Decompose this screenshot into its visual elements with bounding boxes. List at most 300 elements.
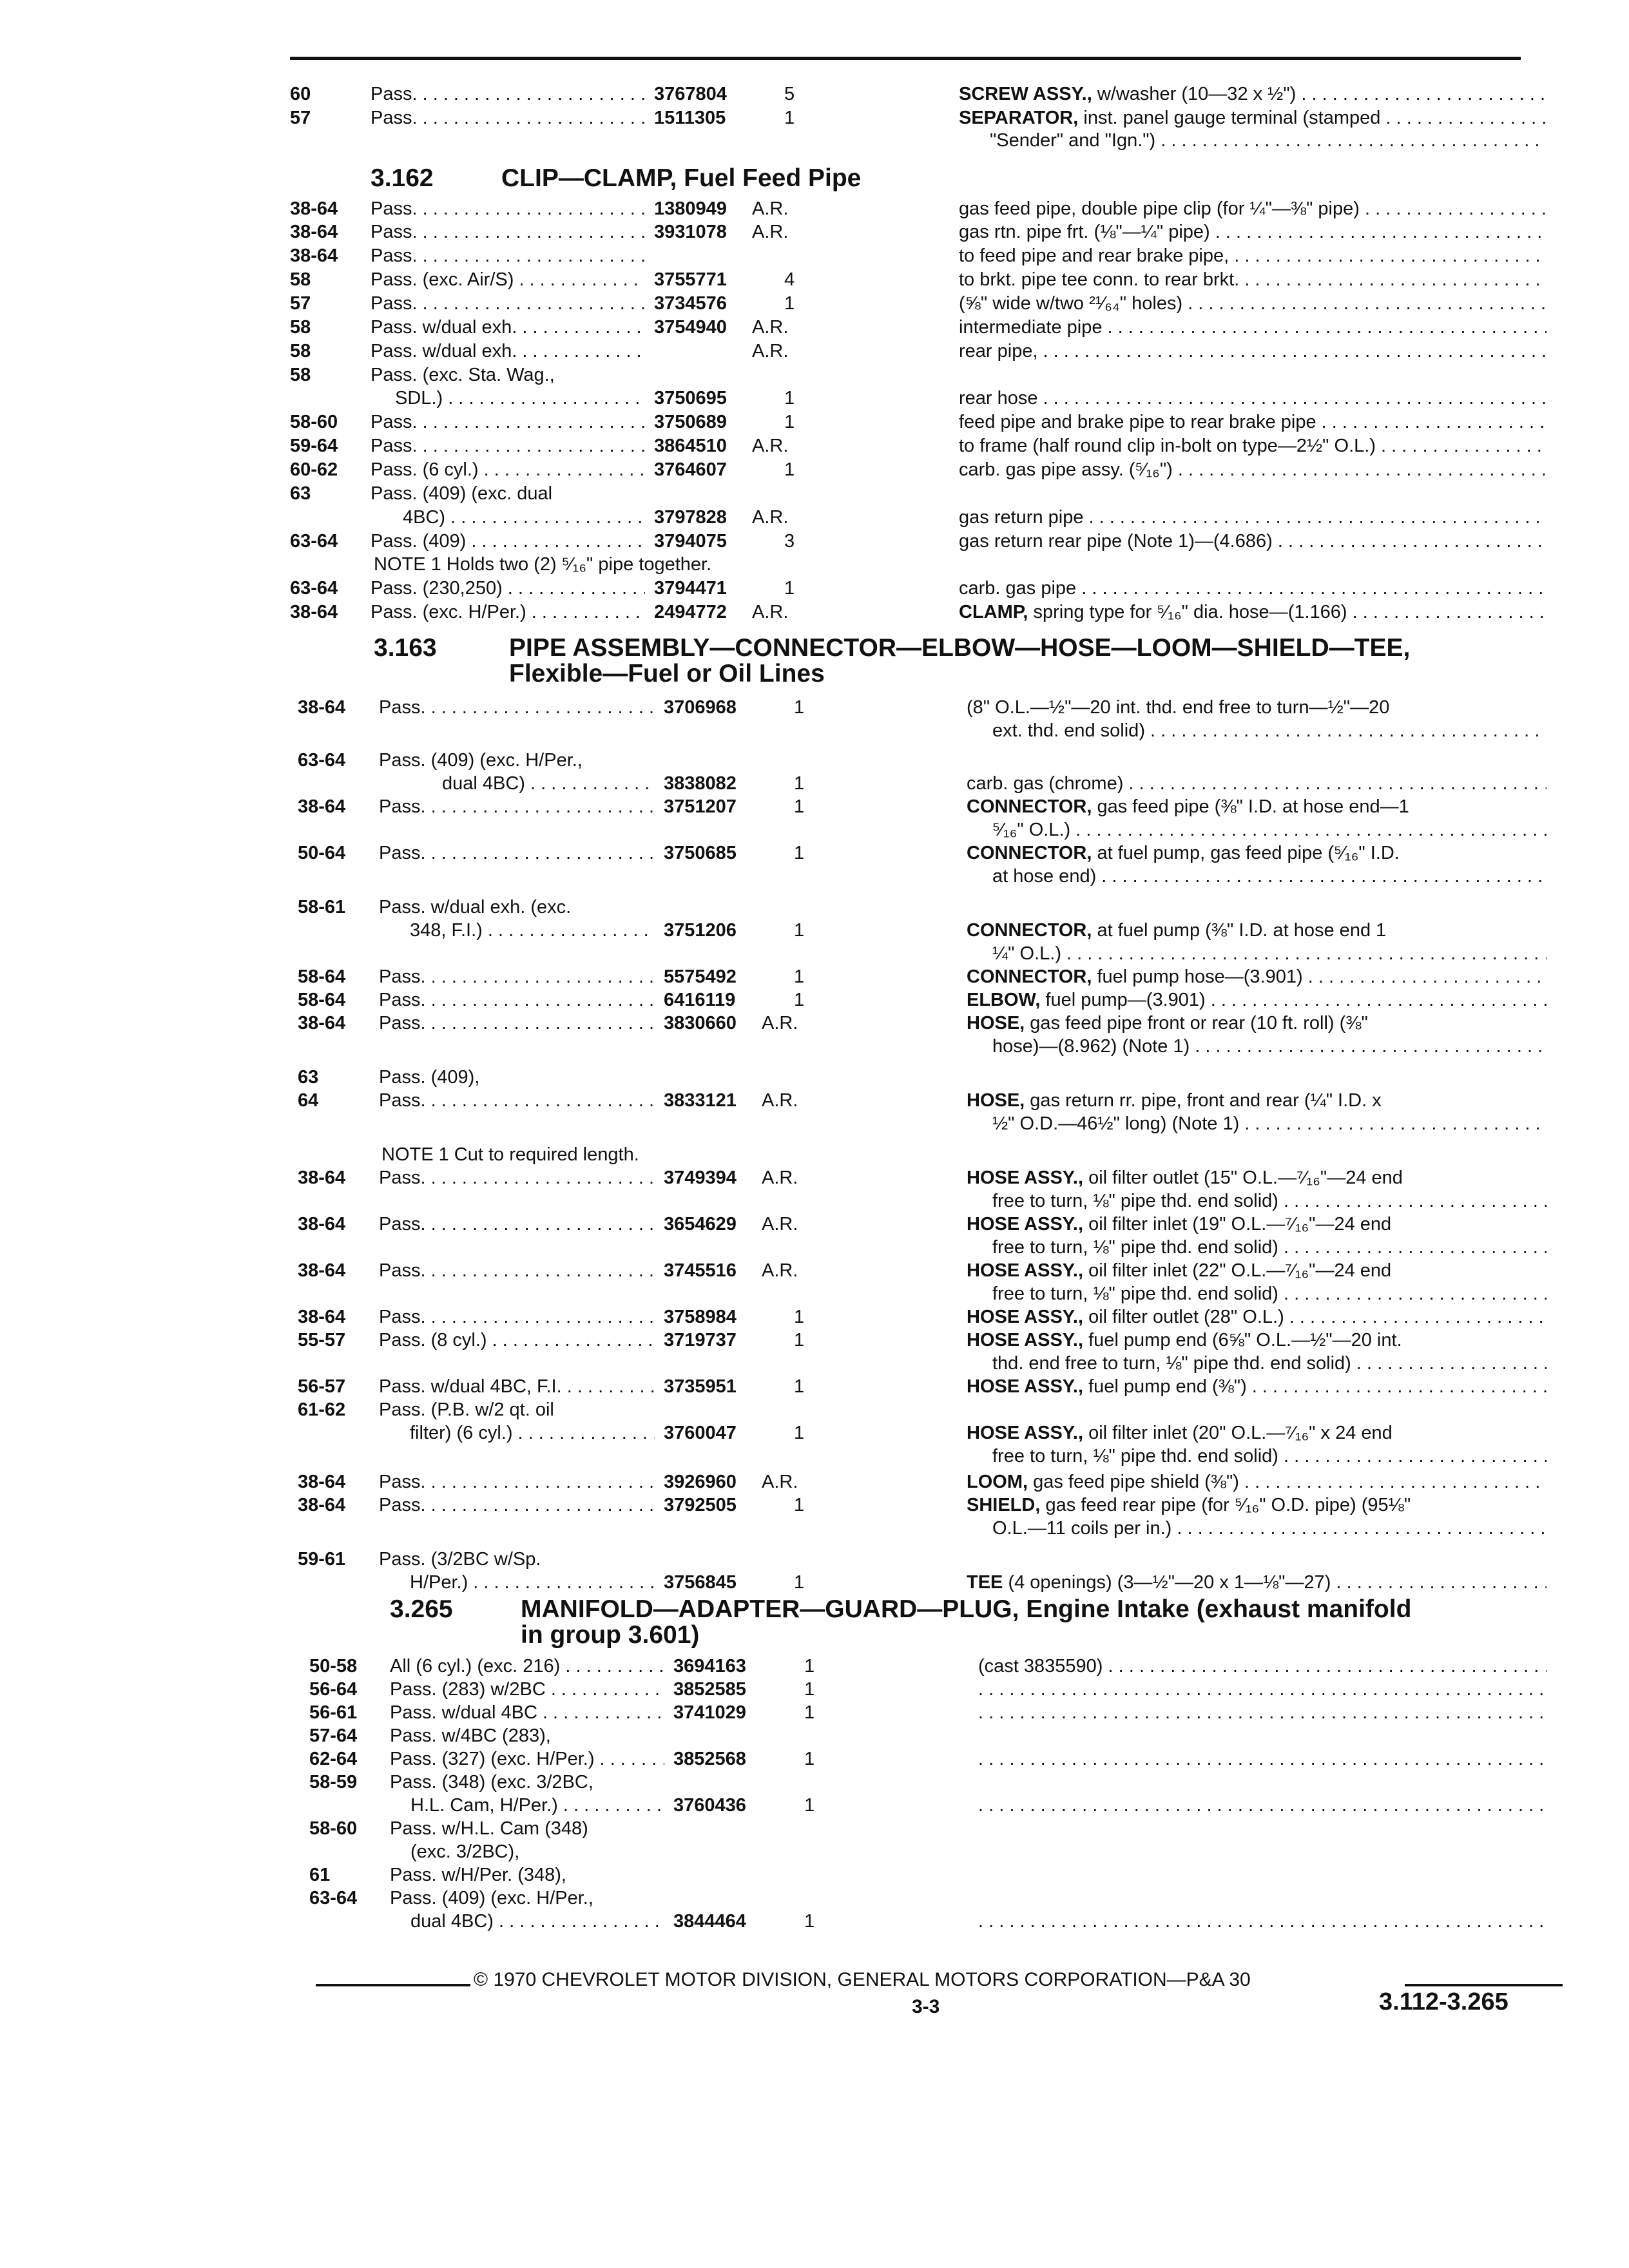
description-continuation <box>992 719 1547 742</box>
application: Pass. (exc. H/Per.) . . . <box>371 601 645 624</box>
part-number: 3844464 <box>673 1911 746 1932</box>
description-text: feed pipe and brake pipe to rear brake pipe <box>959 412 1316 432</box>
part-number: 3751207 <box>664 796 737 817</box>
quantity: 1 <box>794 920 805 941</box>
application: Pass. . . . <box>371 410 645 434</box>
continuation-text: thd. end free to turn, ⅛" pipe thd. end solid) . . . <box>992 1353 1547 1374</box>
description <box>959 601 1547 624</box>
description-text: rear pipe, <box>959 341 1038 361</box>
description <box>959 387 1547 410</box>
part-row <box>298 1066 1547 1089</box>
description-text: (8" O.L.—½"—20 int. thd. end free to turn—½"—20 <box>967 697 1390 718</box>
quantity: 1 <box>784 108 795 128</box>
part-row <box>309 1910 1547 1933</box>
application: Pass. (409) (exc. dual <box>371 483 553 504</box>
description <box>978 1655 1547 1678</box>
description <box>967 1305 1547 1329</box>
part-name: SHIELD, <box>967 1495 1041 1515</box>
application: Pass. w/dual 4BC, F.I. . . . <box>379 1375 655 1398</box>
description-text: intermediate pipe <box>959 317 1103 338</box>
model-years: 63-64 <box>298 750 346 771</box>
quantity: 1 <box>794 843 805 863</box>
part-number: 3797828 <box>654 507 727 528</box>
application: Pass. (P.B. w/2 qt. oil <box>379 1399 554 1420</box>
part-number: 1380949 <box>654 198 727 219</box>
part-row <box>298 1089 1547 1112</box>
model-years: 58-59 <box>309 1772 358 1792</box>
part-name: TEE <box>967 1572 1003 1593</box>
description-continuation <box>992 818 1547 841</box>
model-years: 60-62 <box>290 459 338 480</box>
section-title: PIPE ASSEMBLY—CONNECTOR—ELBOW—HOSE—LOOM—SHIELD—TEE, <box>509 634 1411 662</box>
part-row <box>298 1012 1547 1035</box>
quantity: 1 <box>804 1656 815 1677</box>
section-heading <box>390 1596 1579 1650</box>
description-text: (⅝" wide w/two ²¹⁄₆₄" holes) <box>959 293 1183 314</box>
quantity: 1 <box>804 1702 815 1723</box>
part-number: 1511305 <box>654 108 726 128</box>
part-row <box>298 1494 1547 1517</box>
application: Pass. . . . <box>379 841 655 865</box>
description <box>967 1213 1547 1236</box>
part-row <box>290 244 1547 267</box>
model-years: 38-64 <box>290 198 338 219</box>
part-row <box>309 1887 1547 1910</box>
application: Pass. w/4BC (283), <box>390 1725 551 1746</box>
description <box>959 197 1547 220</box>
application: Pass. . . . <box>379 696 655 719</box>
part-name: SCREW ASSY., <box>959 84 1092 104</box>
part-row <box>290 197 1547 220</box>
part-number: 3760436 <box>673 1795 746 1816</box>
continuation-text: hose)—(8.962) (Note 1) . . . <box>992 1036 1547 1057</box>
part-row <box>290 458 1547 481</box>
description-continuation <box>992 942 1547 965</box>
part-row <box>309 1771 1547 1794</box>
part-row <box>290 82 1547 106</box>
part-row <box>298 749 1547 772</box>
part-row <box>298 841 1547 865</box>
part-name: HOSE ASSY., <box>967 1307 1084 1327</box>
part-number: 3734576 <box>654 293 727 314</box>
description-text: to feed pipe and rear brake pipe, <box>959 245 1229 266</box>
section-title: CLIP—CLAMP, Fuel Feed Pipe <box>501 164 862 192</box>
page-number: 3-3 <box>912 1996 940 2017</box>
application: Pass. . . . <box>371 244 645 267</box>
part-row <box>298 1470 1547 1494</box>
part-name: HOSE ASSY., <box>967 1423 1084 1443</box>
application: H.L. Cam, H/Per.) . . . <box>410 1794 664 1817</box>
model-years: 58 <box>290 317 311 338</box>
part-number: 3767804 <box>654 84 727 104</box>
part-number: 3751206 <box>664 920 737 941</box>
description <box>967 1571 1547 1594</box>
description-continuation <box>992 1282 1547 1305</box>
model-years: 38-64 <box>298 796 346 817</box>
part-name: LOOM, <box>967 1472 1028 1492</box>
description-text: gas feed pipe shield (⅜") <box>1028 1472 1239 1492</box>
model-years: 38-64 <box>298 1307 346 1327</box>
quantity: 3 <box>784 531 795 552</box>
description-continuation <box>992 1236 1547 1259</box>
note-text: NOTE 1 Cut to required length. <box>381 1144 639 1165</box>
description-text: rear hose <box>959 388 1038 408</box>
description <box>967 919 1547 942</box>
part-row <box>290 340 1547 363</box>
application: Pass. (409) (exc. H/Per., <box>390 1888 593 1908</box>
model-years: 38-64 <box>298 1013 346 1033</box>
part-row <box>298 1375 1547 1398</box>
model-years: 58-64 <box>298 966 346 987</box>
model-years: 56-64 <box>309 1679 358 1700</box>
application: Pass. (409), <box>379 1067 480 1088</box>
part-row <box>298 1548 1547 1571</box>
model-years: 63 <box>290 483 311 504</box>
part-name: ELBOW, <box>967 990 1041 1010</box>
model-years: 61 <box>309 1865 331 1885</box>
application: Pass. w/dual 4BC . . . <box>390 1701 664 1724</box>
quantity: 1 <box>794 1495 805 1515</box>
description <box>967 772 1547 795</box>
part-number: 3741029 <box>673 1702 746 1723</box>
description-continuation <box>990 129 1547 152</box>
quantity: 1 <box>794 1423 805 1443</box>
quantity: A.R. <box>752 602 789 622</box>
model-years: 58-64 <box>298 990 346 1010</box>
model-years: 62-64 <box>309 1749 358 1769</box>
description <box>967 965 1547 988</box>
part-row <box>298 1571 1547 1594</box>
application: Pass. . . . <box>371 106 645 130</box>
model-years: 38-64 <box>298 1168 346 1188</box>
part-number: 3792505 <box>664 1495 737 1515</box>
part-row <box>298 795 1547 818</box>
description-text: w/washer (10—32 x ½") <box>1092 84 1296 104</box>
description <box>967 696 1547 719</box>
part-row <box>298 1166 1547 1189</box>
model-years: 58 <box>290 269 311 290</box>
model-years: 56-61 <box>309 1702 358 1723</box>
description-text: carb. gas pipe <box>959 578 1077 599</box>
description-text: fuel pump hose—(3.901) <box>1092 966 1303 987</box>
part-row <box>298 965 1547 988</box>
part-number: 2494772 <box>654 602 727 622</box>
model-years: 63-64 <box>290 531 338 552</box>
application: H/Per.) . . . <box>410 1571 655 1594</box>
model-years: 61-62 <box>298 1399 346 1420</box>
application: Pass. (409) (exc. H/Per., <box>379 750 583 771</box>
part-number: 3931078 <box>654 222 727 242</box>
quantity: 5 <box>784 84 795 104</box>
quantity: 1 <box>794 990 805 1010</box>
description <box>967 1329 1547 1352</box>
note-text: NOTE 1 Holds two (2) ⁵⁄₁₆" pipe together. <box>374 554 712 575</box>
part-name: HOSE ASSY., <box>967 1376 1084 1397</box>
quantity: 1 <box>804 1795 815 1816</box>
part-number: 3719737 <box>664 1330 737 1350</box>
quantity: 1 <box>794 966 805 987</box>
description-text: gas feed pipe front or rear (10 ft. roll) (⅜" <box>1025 1013 1368 1033</box>
description <box>967 1470 1547 1494</box>
top-rule <box>290 57 1521 60</box>
quantity: 1 <box>784 459 795 480</box>
part-row <box>290 601 1547 624</box>
application: dual 4BC) . . . <box>442 772 655 795</box>
application: Pass. . . . <box>371 220 645 244</box>
part-number: 3754940 <box>654 317 727 338</box>
quantity: 1 <box>804 1679 815 1700</box>
description-text: carb. gas pipe assy. (⁵⁄₁₆") <box>959 459 1173 480</box>
part-number: 3750689 <box>654 412 727 432</box>
part-row <box>290 363 1547 387</box>
application: Pass. . . . <box>379 1213 655 1236</box>
part-row <box>290 387 1547 410</box>
description <box>959 458 1547 481</box>
application: Pass. . . . <box>379 1259 655 1282</box>
section-title-line2: Flexible—Fuel or Oil Lines <box>509 660 825 687</box>
continuation-text: free to turn, ⅛" pipe thd. end solid) . . . <box>992 1237 1547 1258</box>
application: Pass. . . . <box>371 292 645 315</box>
quantity: 1 <box>794 773 805 794</box>
description <box>967 1089 1547 1112</box>
quantity: A.R. <box>762 1090 798 1111</box>
part-number: 3926960 <box>664 1472 737 1492</box>
footer-copyright: © 1970 CHEVROLET MOTOR DIVISION, GENERAL MOTORS CORPORATION—P&A 30 <box>474 1969 1251 1990</box>
description <box>959 244 1547 267</box>
application: SDL.) . . . <box>395 387 645 410</box>
continuation-text: O.L.—11 coils per in.) . . . <box>992 1518 1547 1539</box>
part-name: CONNECTOR, <box>967 796 1092 817</box>
continuation-text: ext. thd. end solid) . . . <box>992 720 1547 741</box>
model-years: 38-64 <box>290 602 338 622</box>
description-text: gas return rear pipe (Note 1)—(4.686) <box>959 531 1273 552</box>
description-continuation <box>992 865 1547 888</box>
quantity: 1 <box>794 697 805 718</box>
part-row <box>298 1329 1547 1352</box>
description <box>978 1701 1547 1724</box>
description-text: fuel pump end (6⅝" O.L.—½"—20 int. <box>1083 1330 1402 1350</box>
application: Pass. . . . <box>379 1494 655 1517</box>
part-name: CONNECTOR, <box>967 966 1092 987</box>
model-years: 58-61 <box>298 897 346 918</box>
continuation-text: ⁵⁄₁₆" O.L.) . . . <box>992 820 1547 840</box>
quantity: 4 <box>784 269 795 290</box>
part-number: 3745516 <box>664 1260 737 1281</box>
quantity: 1 <box>784 388 795 408</box>
model-years: 38-64 <box>298 1214 346 1235</box>
part-name: HOSE, <box>967 1090 1025 1111</box>
part-name: CONNECTOR, <box>967 920 1092 941</box>
description-text: fuel pump—(3.901) <box>1040 990 1206 1010</box>
part-name: HOSE ASSY., <box>967 1168 1084 1188</box>
part-number: 3833121 <box>664 1090 737 1111</box>
model-years: 58-60 <box>309 1818 358 1839</box>
part-number: 3750685 <box>664 843 737 863</box>
quantity: A.R. <box>752 222 789 242</box>
application: Pass. (3/2BC w/Sp. <box>379 1549 541 1570</box>
model-years: 58 <box>290 341 311 361</box>
application: Pass. . . . <box>379 1470 655 1494</box>
description <box>967 1375 1547 1398</box>
continuation-text: at hose end) . . . <box>992 866 1547 887</box>
part-row <box>309 1840 1547 1863</box>
model-years: 63 <box>298 1067 319 1088</box>
model-years: 38-64 <box>298 1472 346 1492</box>
part-number: 3694163 <box>673 1656 746 1677</box>
model-years: 50-64 <box>298 843 346 863</box>
part-number: 3706968 <box>664 697 737 718</box>
part-row <box>309 1655 1547 1678</box>
description <box>967 1421 1547 1445</box>
part-number: 3756845 <box>664 1572 737 1593</box>
part-number: 3749394 <box>664 1168 737 1188</box>
application: Pass. (409) . . . <box>371 530 645 553</box>
part-number: 3852568 <box>673 1749 746 1769</box>
quantity: A.R. <box>762 1214 798 1235</box>
description-text: oil filter inlet (19" O.L.—⁷⁄₁₆"—24 end <box>1083 1214 1392 1235</box>
section-title-line2: in group 3.601) <box>521 1621 700 1649</box>
part-number: 3794471 <box>654 578 727 599</box>
part-name: CLAMP, <box>959 602 1028 622</box>
application: Pass. . . . <box>379 1305 655 1329</box>
part-row <box>298 1398 1547 1421</box>
part-number: 3750695 <box>654 388 727 408</box>
description-continuation <box>992 1445 1547 1468</box>
description <box>978 1747 1547 1771</box>
quantity: A.R. <box>762 1013 798 1033</box>
quantity: 1 <box>794 1376 805 1397</box>
part-name: HOSE ASSY., <box>967 1260 1084 1281</box>
model-years: 57 <box>290 293 311 314</box>
part-number: 3755771 <box>654 269 727 290</box>
part-number: 3735951 <box>664 1376 737 1397</box>
quantity: 1 <box>784 578 795 599</box>
description-text: gas feed pipe, double pipe clip (for ¼"—⅜" pipe) <box>959 198 1360 219</box>
quantity: 1 <box>794 796 805 817</box>
part-name: SEPARATOR, <box>959 108 1079 128</box>
description <box>967 1166 1547 1189</box>
description-continuation <box>992 1352 1547 1375</box>
description <box>959 268 1547 291</box>
model-years: 38-64 <box>298 697 346 718</box>
description <box>978 1794 1547 1817</box>
continuation-text: free to turn, ⅛" pipe thd. end solid) . . . <box>992 1191 1547 1211</box>
part-number: 3830660 <box>664 1013 737 1033</box>
footer-rule-right <box>1405 1984 1563 1986</box>
description <box>959 530 1547 553</box>
part-row <box>298 1421 1547 1445</box>
description-text: gas rtn. pipe frt. (⅛"—¼" pipe) <box>959 222 1210 242</box>
description-text: to frame (half round clip in-bolt on type—2½" O.L.) <box>959 436 1376 456</box>
description <box>959 220 1547 244</box>
quantity: 1 <box>784 293 795 314</box>
model-years: 38-64 <box>290 222 338 242</box>
description <box>959 292 1547 315</box>
description <box>959 340 1547 363</box>
application: dual 4BC) . . . <box>410 1910 664 1933</box>
description <box>967 1012 1547 1035</box>
application: Pass. (230,250) . . . <box>371 577 645 600</box>
application: Pass. w/dual exh. . . . <box>371 316 645 339</box>
part-row <box>290 268 1547 291</box>
quantity: A.R. <box>762 1260 798 1281</box>
application: Pass. (283) w/2BC . . . <box>390 1678 664 1701</box>
part-row <box>290 316 1547 339</box>
application: Pass. (6 cyl.) . . . <box>371 458 645 481</box>
quantity: A.R. <box>752 436 789 456</box>
part-row <box>290 220 1547 244</box>
description-text: gas return pipe <box>959 507 1084 528</box>
quantity: A.R. <box>752 507 789 528</box>
part-number: 3838082 <box>664 773 737 794</box>
application: Pass. . . . <box>379 988 655 1012</box>
section-number: 3.162 <box>371 164 434 192</box>
application: Pass. . . . <box>379 965 655 988</box>
description-text: inst. panel gauge terminal (stamped <box>1078 108 1381 128</box>
quantity: A.R. <box>762 1472 798 1492</box>
description-text: at fuel pump (⅜" I.D. at hose end 1 <box>1092 920 1387 941</box>
description-text: fuel pump end (⅜") <box>1083 1376 1247 1397</box>
part-row <box>290 434 1547 457</box>
application: Pass. w/dual exh. (exc. <box>379 897 572 918</box>
model-years: 57 <box>290 108 311 128</box>
part-row <box>309 1678 1547 1701</box>
quantity: 1 <box>794 1307 805 1327</box>
section-range: 3.112-3.265 <box>1379 1988 1509 2015</box>
part-number: 6416119 <box>664 990 736 1010</box>
part-number: 3764607 <box>654 459 727 480</box>
quantity: 1 <box>804 1911 815 1932</box>
application: Pass. . . . <box>371 82 645 106</box>
quantity: A.R. <box>752 317 789 338</box>
application: Pass. (exc. Sta. Wag., <box>371 365 555 385</box>
description <box>967 795 1547 818</box>
model-years: 60 <box>290 84 311 104</box>
application: Pass. . . . <box>371 197 645 220</box>
part-row <box>290 106 1547 130</box>
description-text: oil filter outlet (28" O.L.) <box>1083 1307 1284 1327</box>
description-continuation <box>992 1517 1547 1540</box>
section-title: MANIFOLD—ADAPTER—GUARD—PLUG, Engine Intake (exhaust manifold <box>521 1595 1412 1623</box>
application: All (6 cyl.) (exc. 216) . . . <box>390 1655 664 1678</box>
application: filter) (6 cyl.) . . . <box>410 1421 655 1445</box>
quantity: 1 <box>804 1749 815 1769</box>
description-continuation <box>992 1112 1547 1135</box>
part-name: CONNECTOR, <box>967 843 1092 863</box>
application: Pass. w/H.L. Cam (348) <box>390 1818 588 1839</box>
description-text: oil filter outlet (15" O.L.—⁷⁄₁₆"—24 end <box>1083 1168 1403 1188</box>
model-years: 57-64 <box>309 1725 358 1746</box>
description-text: carb. gas (chrome) <box>967 773 1124 794</box>
application: Pass. (exc. Air/S) . . . <box>371 268 645 291</box>
application: (exc. 3/2BC), <box>410 1841 520 1862</box>
model-years: 38-64 <box>298 1495 346 1515</box>
part-number: 3654629 <box>664 1214 737 1235</box>
part-row <box>298 1305 1547 1329</box>
description-text: to brkt. pipe tee conn. to rear brkt. <box>959 269 1240 290</box>
application: Pass. (327) (exc. H/Per.) . . . <box>390 1747 664 1771</box>
part-row <box>309 1817 1547 1840</box>
model-years: 59-64 <box>290 436 338 456</box>
description-text: spring type for ⁵⁄₁₆" dia. hose—(1.166) <box>1028 602 1347 622</box>
continuation-text: free to turn, ⅛" pipe thd. end solid) . . . <box>992 1446 1547 1466</box>
application: Pass. . . . <box>371 434 645 457</box>
description-text: at fuel pump, gas feed pipe (⁵⁄₁₆" I.D. <box>1092 843 1400 863</box>
application: Pass. . . . <box>379 795 655 818</box>
application: 4BC) . . . <box>403 506 645 529</box>
description-text: gas feed rear pipe (for ⁵⁄₁₆" O.D. pipe) (95⅛" <box>1040 1495 1411 1515</box>
part-number: 3758984 <box>664 1307 737 1327</box>
